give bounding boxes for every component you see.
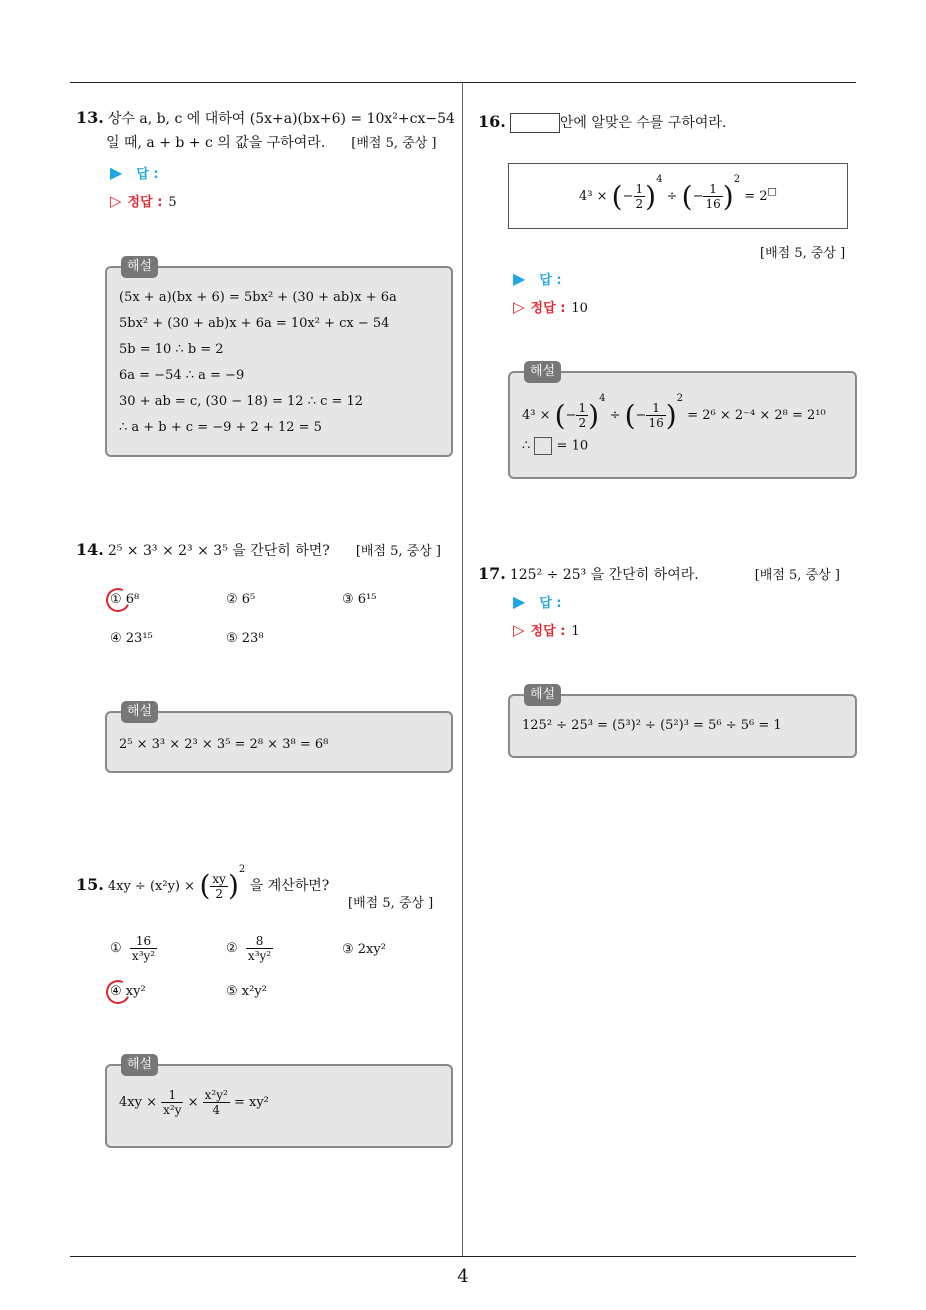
question-13 bbox=[76, 106, 455, 156]
triangle-outline-icon: ▷ bbox=[513, 621, 525, 639]
option-1[interactable]: ① 6⁸ bbox=[110, 592, 140, 607]
correct-answer-line: ▷ 정답 : 1 bbox=[513, 621, 580, 639]
question-17 bbox=[478, 562, 840, 588]
equation-box bbox=[508, 163, 848, 229]
solution-box-13 bbox=[105, 259, 453, 457]
solution-line: (5x + a)(bx + 6) = 5bx² + (30 + ab)x + 6a bbox=[119, 290, 397, 305]
question-number: 16. bbox=[478, 112, 506, 131]
solution-line: 125² ÷ 25³ = (5³)² ÷ (5²)³ = 5⁶ ÷ 5⁶ = 1 bbox=[522, 718, 782, 733]
question-15: 15. 4xy ÷ (x²y) × ( $\frac{xy}{2}$ )$^2$ 을 계산하면? bbox=[76, 864, 330, 902]
question-number: 15. bbox=[76, 875, 104, 894]
correct-answer-value: 5 bbox=[168, 195, 177, 210]
page-number: 4 bbox=[457, 1266, 469, 1287]
answer-line: ▶ 답 : bbox=[110, 163, 159, 182]
solution-tag: 해설 bbox=[524, 684, 561, 706]
correct-answer-value: 10 bbox=[571, 301, 588, 316]
solution-box-14 bbox=[105, 704, 453, 773]
solution-tag: 해설 bbox=[121, 1054, 158, 1076]
top-rule bbox=[70, 82, 856, 83]
numerator: xy bbox=[212, 871, 226, 886]
answer-label: 답 bbox=[539, 596, 552, 611]
correct-label: 정답 bbox=[127, 195, 153, 210]
solution-line: ∴ = 10 bbox=[522, 438, 589, 454]
question-number: 14. bbox=[76, 540, 104, 559]
correct-answer-line: ▷ 정답 : 10 bbox=[513, 298, 588, 316]
bottom-rule bbox=[70, 1256, 856, 1257]
answer-line: ▶ 답 : bbox=[513, 269, 562, 288]
option-2[interactable]: ② $\frac{8}{\text{x³y²}}$ bbox=[226, 934, 272, 963]
question-expression: 4xy ÷ (x²y) × bbox=[107, 879, 196, 894]
option-1[interactable]: ① $\frac{16}{\text{x³y²}}$ bbox=[110, 934, 156, 963]
play-icon: ▶ bbox=[513, 592, 526, 611]
option-4[interactable]: ④ xy² bbox=[110, 984, 146, 999]
answer-label: 답 bbox=[136, 167, 149, 182]
triangle-outline-icon: ▷ bbox=[110, 192, 122, 210]
answer-label: 답 bbox=[539, 273, 552, 288]
question-text: 상수 a, b, c 에 대하여 (5x+a)(bx+6) = 10x²+cx−54 bbox=[107, 111, 455, 127]
option-5[interactable]: ⑤ 23⁸ bbox=[226, 631, 264, 646]
solution-line: 4xy × $\frac{1}{\text{x²y}}$ × $\frac{\text{x²y²}}{4}$ = xy² bbox=[119, 1088, 269, 1117]
solution-line: 2⁵ × 3³ × 2³ × 3⁵ = 2⁸ × 3⁸ = 6⁸ bbox=[119, 737, 329, 752]
solution-line: ∴ a + b + c = −9 + 2 + 12 = 5 bbox=[119, 420, 322, 435]
question-16 bbox=[478, 110, 726, 135]
answer-line: ▶ 답 : bbox=[513, 592, 562, 611]
question-14 bbox=[76, 538, 441, 564]
correct-label: 정답 bbox=[530, 624, 556, 639]
option-2[interactable]: ② 6⁵ bbox=[226, 592, 256, 607]
play-icon: ▶ bbox=[513, 269, 526, 288]
solution-tag: 해설 bbox=[524, 361, 561, 383]
correct-answer-line: ▷ 정답 : 5 bbox=[110, 192, 177, 210]
triangle-outline-icon: ▷ bbox=[513, 298, 525, 316]
solution-line: 6a = −54 ∴ a = −9 bbox=[119, 368, 245, 383]
solution-line: 4³ × (− $\frac{1}{2}$ )$^4$ ÷ (− $\frac{1}{16}$ )$^2$ = 2⁶ × 2⁻⁴ × 2⁸ = 2¹⁰ bbox=[522, 393, 826, 432]
score-meta: [배점 5, 중상 ] bbox=[351, 136, 437, 151]
solution-line: 5bx² + (30 + ab)x + 6a = 10x² + cx − 54 bbox=[119, 316, 390, 331]
question-number: 17. bbox=[478, 564, 506, 583]
option-5[interactable]: ⑤ x²y² bbox=[226, 984, 267, 999]
question-text: 안에 알맞은 수를 구하여라. bbox=[559, 115, 727, 131]
solution-box-17 bbox=[508, 687, 857, 758]
fraction bbox=[210, 872, 228, 901]
option-3[interactable]: ③ 2xy² bbox=[342, 942, 386, 957]
equation: 4³ × (− $\frac{1}{2}$ )$^4$ ÷ (− $\frac{1}{16}$ )$^2$ = 2□ bbox=[579, 174, 777, 213]
option-3[interactable]: ③ 6¹⁵ bbox=[342, 592, 377, 607]
blank-square bbox=[534, 437, 552, 455]
score-meta: [배점 5, 중상 ] bbox=[355, 544, 442, 559]
question-text: 을 계산하면? bbox=[249, 878, 330, 894]
correct-label: 정답 bbox=[530, 301, 556, 316]
solution-box-16 bbox=[508, 364, 857, 479]
score-meta: [배점 5, 중상 ] bbox=[348, 896, 434, 911]
denominator: 2 bbox=[215, 886, 223, 901]
option-4[interactable]: ④ 23¹⁵ bbox=[110, 631, 153, 646]
correct-answer-value: 1 bbox=[571, 624, 580, 639]
play-icon: ▶ bbox=[110, 163, 123, 182]
score-meta: [배점 5, 중상 ] bbox=[754, 568, 840, 583]
column-divider bbox=[462, 83, 463, 1256]
exponent: 2 bbox=[238, 864, 246, 875]
question-number: 13. bbox=[76, 108, 104, 127]
solution-line: 5b = 10 ∴ b = 2 bbox=[119, 342, 224, 357]
solution-tag: 해설 bbox=[121, 701, 158, 723]
solution-box-15 bbox=[105, 1057, 453, 1148]
question-text-2: 일 때, a + b + c 의 값을 구하여라. bbox=[106, 135, 326, 151]
solution-tag: 해설 bbox=[121, 256, 158, 278]
solution-line: 30 + ab = c, (30 − 18) = 12 ∴ c = 12 bbox=[119, 394, 364, 409]
question-text: 125² ÷ 25³ 을 간단히 하여라. bbox=[509, 567, 699, 583]
blank-box bbox=[510, 113, 560, 133]
question-text: 2⁵ × 3³ × 2³ × 3⁵ 을 간단히 하면? bbox=[107, 543, 330, 559]
score-meta: [배점 5, 중상 ] bbox=[760, 246, 846, 261]
